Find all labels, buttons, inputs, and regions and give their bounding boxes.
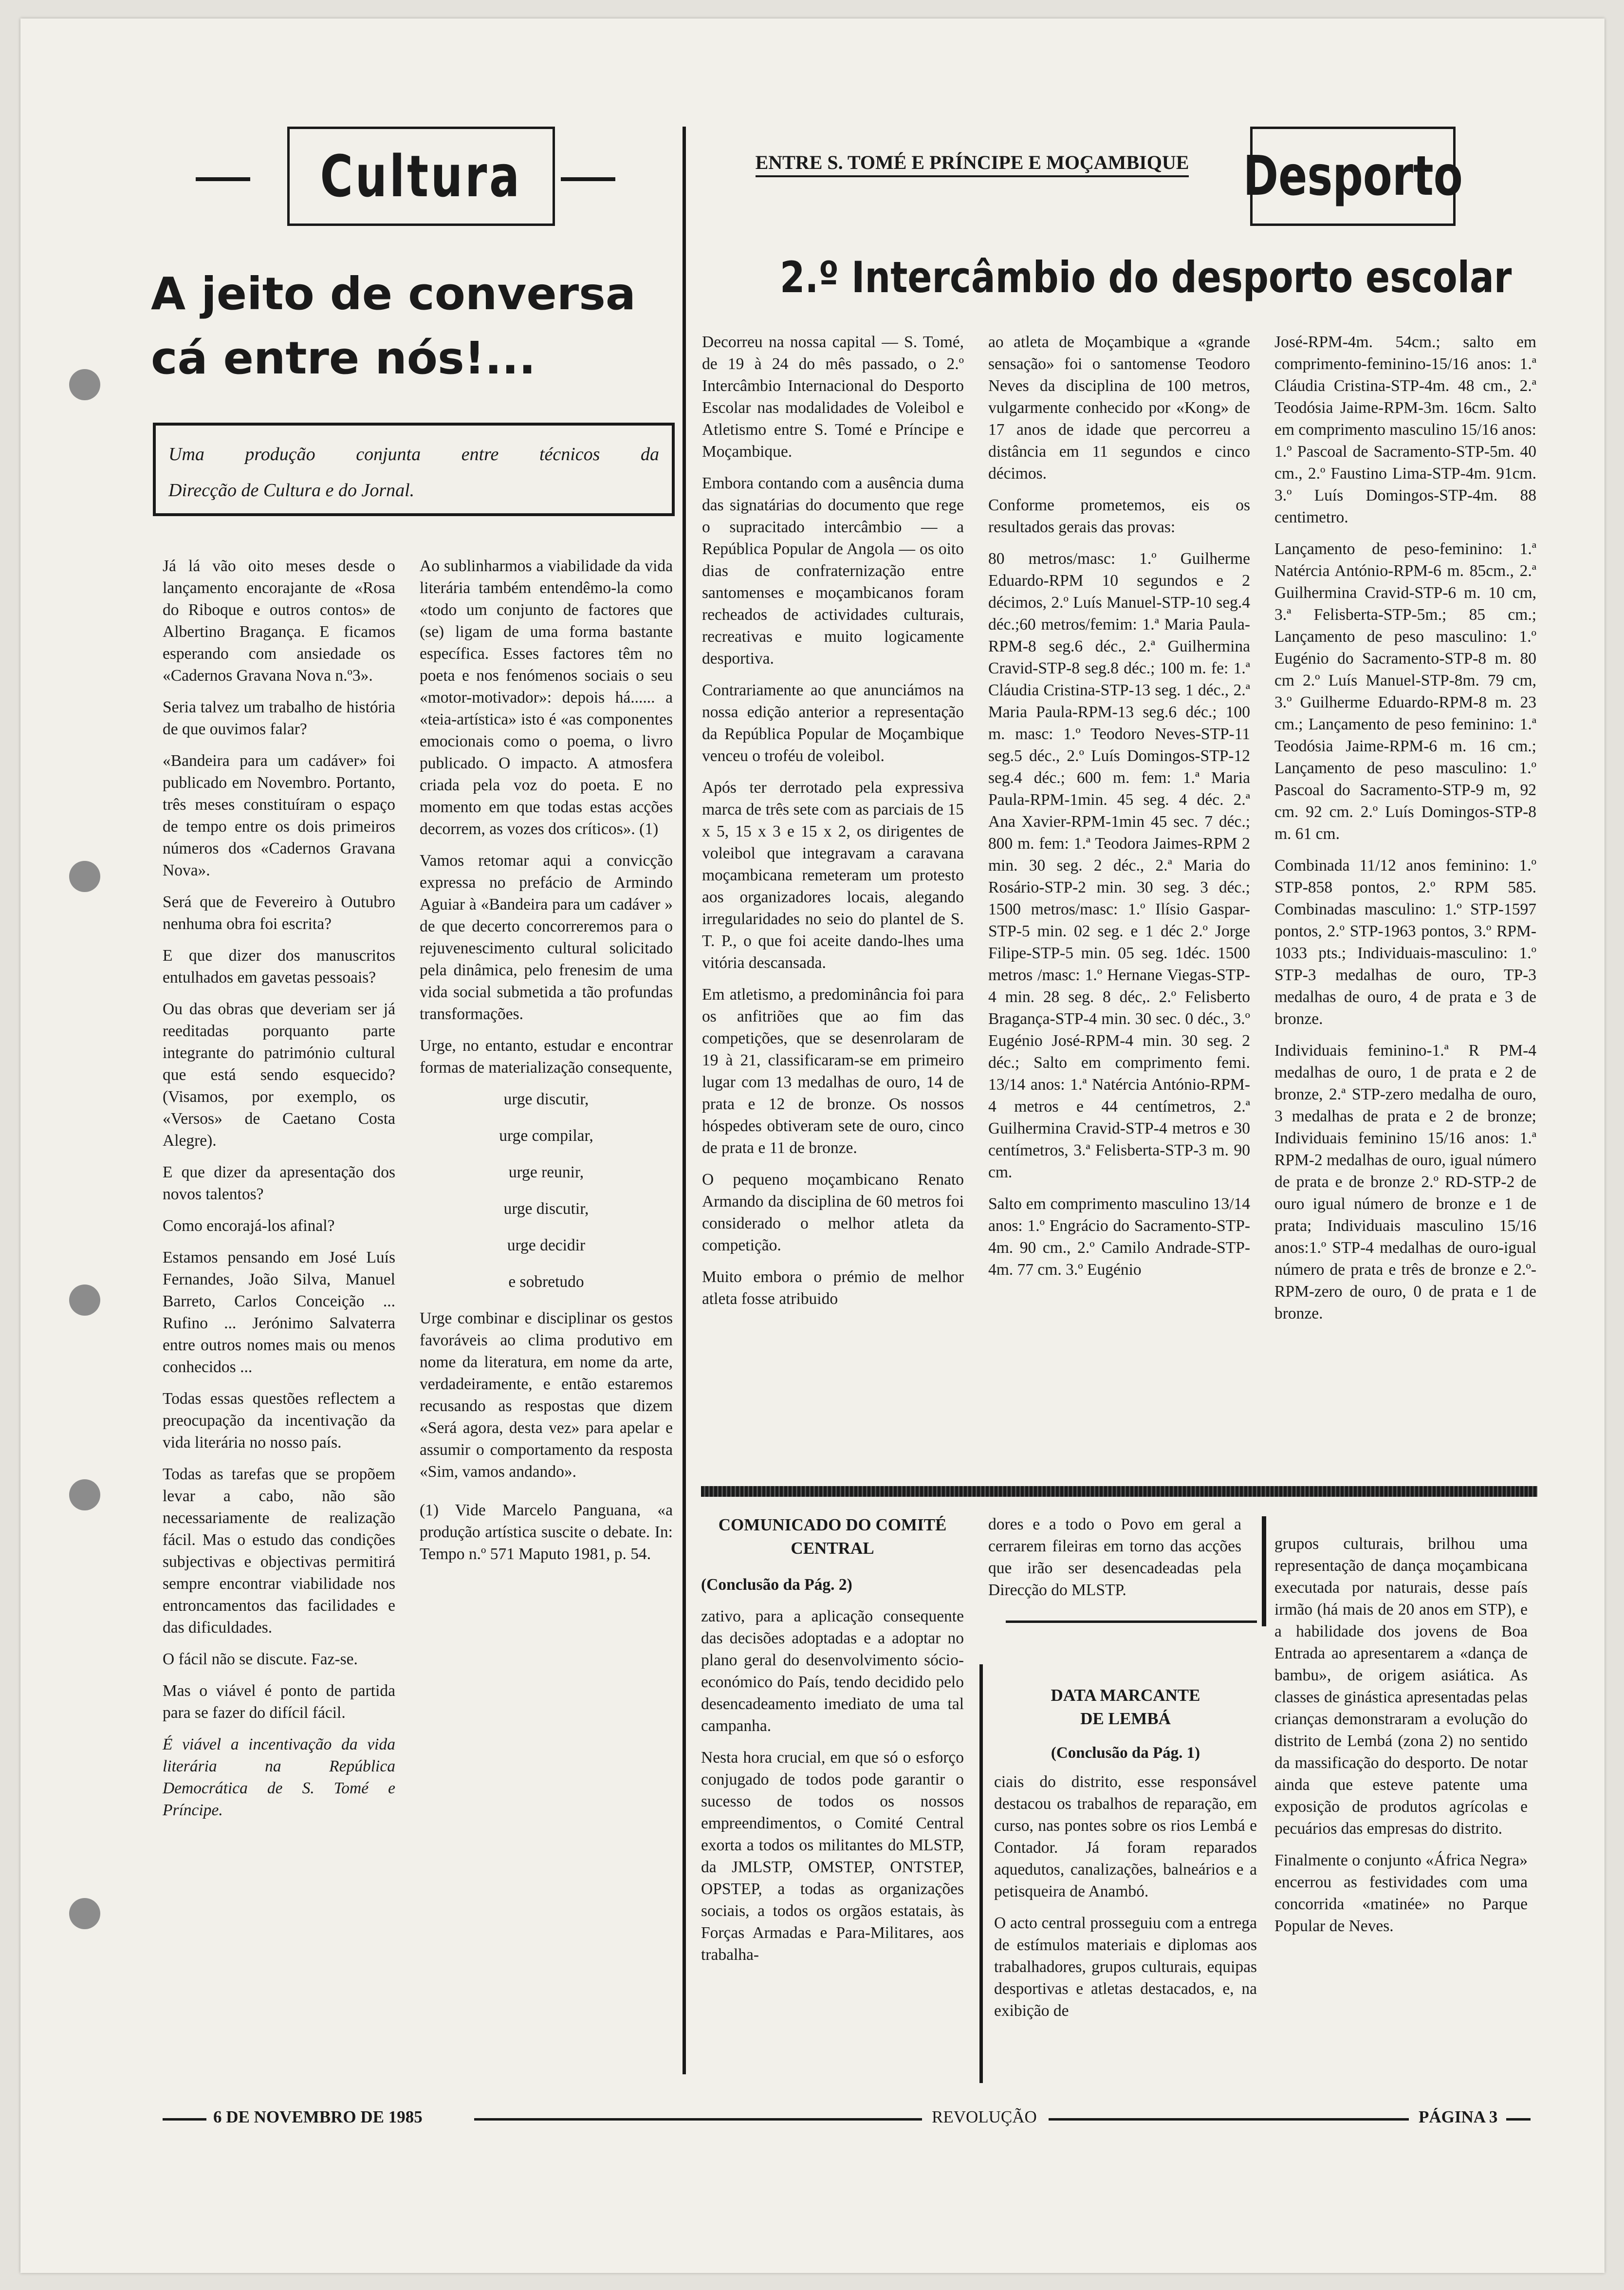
culture-footnote: (1) Vide Marcelo Panguana, «a produção artística suscite o debate. In: Tempo n.º 571 Maputo 1981, p. 54. [420,1501,673,1563]
lemba-paragraph: grupos culturais, brilhou uma representação de dança moçambicana executada por naturais, desse país irmão (há mais de 20 anos em STP), e a habilidade dos jovens de Boa Entrada ao apresentarem a «dança de bambu», de origem asiática. As classes de ginástica apresentadas pelas crianças demonstraram a evolução do distrito de Lembá (zona 2) no sentido da massificação do desporto. De notar ainda que esteve patente uma exposição de produtos agrícolas e pecuários das empresas do distrito. [1274,1535,1528,1838]
culture-headline: A jeito de conversa cá entre nós!... [151,268,636,384]
culture-paragraph: Mas o viável é ponto de partida para se fazer do difícil fácil. [163,1682,395,1722]
column-divider [683,127,686,2074]
urge-list-item: urge compilar, [499,1127,593,1145]
sport-results-paragraph: Conforme prometemos, eis os resultados gerais das provas: [988,496,1250,536]
sport-results-paragraph: Individuais feminino-1.ª R PM-4 medalhas de ouro, 1 de prata e 2 de bronze, 2.ª STP-zero medalha de ouro, 3 medalhas de prata e 2 de bronze; Individuais feminino 15/16 anos: 1.ª RPM-2 medalhas de ouro, igual número de prata e de bronze 2.º RD-STP-2 de ouro igual número de bronze e 1 de prata; Individuais masculino 15/16 anos:1.º STP-4 medalhas de ouro-igual número de prata e três de bronze e 2.º-RPM-zero de ouro, 0 de prata e 1 de bronze. [1274,1042,1536,1322]
sport-paragraph: Embora contando com a ausência duma das signatárias do documento que rege o supracitado intercâmbio — a República Popular de Angola — os oito dias de confraternização entre santomenses e moçambicanos foram recheados de actividades culturais, recreativas e muito logicamente desportiva. [702,474,964,668]
sport-results-paragraph: ao atleta de Moçambique a «grande sensação» foi o santomense Teodoro Neves da disciplina de 100 metros, vulgarmente conhecido por «Kong» de 17 anos de idade que percorreu a distância em 11 segundos e cinco décimos. [988,333,1250,483]
urge-list-item: urge discutir, [503,1200,589,1218]
binder-hole [69,861,100,892]
comunicado-article: COMUNICADO DO COMITÉ CENTRAL (Conclusão da Pág. 2) zativo, para a aplicação consequente das decisões adoptadas e a adoptar no plano geral do desenvolvimento sócio-económico do País, tendo decidido pelo desencadeamento imediato de uma tal campanha. Nesta hora crucial, em que só o esforço conjugado de todos pode garantir o sucesso de todos os nossos empreendimentos, o Comité Central exorta a todos os militantes do MLSTP, da JMLSTP, OMSTEP, ONTSTEP, OPSTEP, a todas as organizações sociais, a todos os orgãos estatais, às Forças Armadas e Para-Militares, aos trabalha- [701,1513,964,1975]
lemba-paragraph: O acto central prosseguiu com a entrega de estímulos materiais e diplomas aos trabalhadores, grupos culturais, equipas desportivas e atletas destacados, e, na exibição de [994,1914,1257,2020]
sport-paragraph: Após ter derrotado pela expressiva marca de três sete com as parciais de 15 x 5, 15 x 3 e 15 x 2, os dirigentes de voleibol que integravam a caravana moçambicana remeteram um protesto aos organizadores locais, alegando irregularidades no seio do plantel de S. T. P., o que foi aceite dando-lhes uma vitória descansada. [702,779,964,972]
sport-paragraph: Em atletismo, a predominância foi para os anfitriões que ao fim das competições, que se desenrolaram de 19 à 21, classificaram-se em primeiro lugar com 13 medalhas de ouro, 14 de prata e 12 de bronze. Os nossos hóspedes obtiveram sete de ouro, cinco de prata e 11 de bronze. [702,986,964,1157]
footer-date: 6 DE NOVEMBRO DE 1985 [213,2107,423,2126]
newspaper-page [20,19,1605,2273]
culture-paragraph: E que dizer dos manuscritos entulhados em gavetas pessoais? [163,947,395,987]
footer-page-number: PÁGINA 3 [1419,2107,1498,2126]
culture-paragraph: O fácil não se discute. Faz-se. [163,1650,358,1668]
sport-column-c [1274,331,1536,1334]
box-top-rule [1006,1620,1257,1623]
cultura-section-label: Cultura [287,127,555,226]
culture-column-1 [163,555,395,1831]
sport-paragraph: Decorreu na nossa capital — S. Tomé, de 19 à 24 do mês passado, o 2.º Intercâmbio Internacional do Desporto Escolar nas modalidades de Voleibol e Atletismo entre S. Tomé e Príncipe e Moçambique. [702,333,964,461]
binder-hole [69,369,100,400]
sport-results-paragraph: Lançamento de peso-feminino: 1.ª Natércia António-RPM-6 m. 85cm., 2.ª Guilhermina Cravid-STP-6 m. 10 cm, 3.ª Felisberta-STP-5m.; 85 cm.; Lançamento de peso masculino: 1.º Eugénio do Sacramento-STP-8 m. 80 cm 2.º Luís Manuel-STP-8m. 79 cm, 3.º Guilherme Eduardo-RPM-8 m. 23 cm.; Lançamento de peso feminino: 1.ª Teodósia Jaime-RPM-6 m. 16 cm.; Lançamento de peso masculino: 1.º Pascoal do Sacramento-STP-9 m, 92 cm. 92 cm. 2.º Luís Domingos-STP-8 m. 61 cm. [1274,540,1536,843]
sport-column-b [988,331,1250,1290]
sport-results-paragraph: Salto em comprimento masculino 13/14 anos: 1.º Engrácio do Sacramento-STP-4m. 90 cm., 2.º Camilo Andrade-STP-4m. 77 cm. 3.º Eugénio [988,1195,1250,1279]
culture-paragraph: E que dizer da apresentação dos novos talentos? [163,1163,395,1203]
culture-paragraph: «Bandeira para um cadáver» foi publicado em Novembro. Portanto, três meses constituíram o espaço de tempo entre os dois primeiros números dos «Cadernos Gravana Nova». [163,752,395,879]
culture-paragraph: Urge, no entanto, estudar e encontrar formas de materialização consequente, [420,1037,673,1077]
culture-paragraph: Ou das obras que deveriam ser já reeditadas porquanto parte integrante do património cultural que está sendo esquecido? (Visamos, por exemplo, os «Versos» de Caetano Costa Alegre). [163,1000,395,1150]
comunicado-paragraph: zativo, para a aplicação consequente das decisões adoptadas e a adoptar no plano geral do desenvolvimento sócio-económico do País, tendo decidido pelo desencadeamento imediato de uma tal campanha. [701,1607,964,1735]
culture-paragraph: Ao sublinharmos a viabilidade da vida literária também entendêmo-la como «todo um conjunto de factores que (se) ligam de uma forma bastante específica. Esses factores têm no poeta e nos fenómenos sociais o seu «motor-motivador»: depois há...... a «teia-artística» isto é «as componentes emocionais como o poema, o livro publicado. O impacto. A atmosfera criada pela voz do poeta. E no momento em que todas estas acções decorrem, as vozes dos críticos». (1) [420,557,673,838]
section-separator-bar [701,1486,1537,1497]
footer-paper-name: REVOLUÇÃO [932,2107,1037,2126]
culture-paragraph: Seria talvez um trabalho de história de que ouvimos falar? [163,698,395,738]
lemba-article: DATA MARCANTE DE LEMBÁ (Conclusão da Pág. 1) ciais do distrito, esse responsável destacou os trabalhos de reparação, em curso, nas pontes sobre os rios Lembá e Contador. Já foram reparados aquedutos, canalizações, balneários e a petisqueira de Anambó. O acto central prosseguiu com a entrega de estímulos materiais e diplomas aos trabalhadores, grupos culturais, equipas desportivas e atletas destacados, e, na exibição de [994,1684,1257,2031]
desporto-section-label: Desporto [1250,127,1456,226]
header-dash-left [196,177,250,181]
urge-list-item: e sobretudo [508,1273,584,1291]
culture-paragraph: Como encorajá-los afinal? [163,1217,335,1235]
comunicado-continuation: dores e a todo o Povo em geral a cerrarem fileiras em torno das acções que irão ser desencadeadas pela Direcção do MLSTP. [988,1515,1241,1599]
sport-paragraph: Contrariamente ao que anunciámos na nossa edição anterior a representação da República Popular de Moçambique venceu o troféu de voleibol. [702,681,964,765]
sport-results-paragraph: Combinada 11/12 anos feminino: 1.º STP-858 pontos, 2.º RPM 585. Combinadas masculino: 1.º STP-1597 pontos, 2.º STP-1963 pontos, 3.º RPM-1033 pts.; Individuais-masculino: 1.º STP-3 medalhas de ouro, TP-3 medalhas de ouro, 4 de prata e 3 de bronze. [1274,856,1536,1028]
sport-column-a [702,331,964,1320]
box-side-rule [1262,1516,1266,1626]
binder-hole [69,1285,100,1316]
sport-headline: 2.º Intercâmbio do desporto escolar [780,252,1512,302]
comunicado-paragraph: Nesta hora crucial, em que só o esforço conjugado de todos pode garantir o sucesso de todos os nossos empreendimentos, o Comité Central exorta a todos os militantes do MLSTP, da JMLSTP, OMSTEP, ONTSTEP, OPSTEP, a todas as organizações sociais, a todos os orgãos estatais, às Forças Armadas e Para-Militares, aos trabalha- [701,1749,964,1964]
lemba-paragraph: Finalmente o conjunto «África Negra» encerrou as festividades com uma concorrida «matinée» no Parque Popular de Neves. [1274,1851,1528,1935]
sport-paragraph: O pequeno moçambicano Renato Armando da disciplina de 60 metros foi considerado o melhor atleta da competição. [702,1171,964,1254]
culture-paragraph: Vamos retomar aqui a convicção expressa no prefácio de Armindo Aguiar à «Bandeira para um cadáver » de que decerto concorreremos para o rejuvenescimento cultural solicitado pela dinâmica, pelo frenesim de uma vida social submetida a tão profundas transformações. [420,852,673,1023]
culture-paragraph: Urge combinar e disciplinar os gestos favoráveis ao clima produtivo em nome da literatura, em nome da arte, verdadeiramente, e então estaremos recusando as respostas que dizem «Será agora, desta vez» para apelar e assumir o comportamento da resposta «Sim, vamos andando». [420,1309,673,1481]
credit-box: Uma produção conjunta entre técnicos da Direcção de Cultura e do Jornal. [153,423,675,516]
page-footer [163,2107,1531,2132]
center-kicker: ENTRE S. TOMÉ E PRÍNCIPE E MOÇAMBIQUE [712,151,1233,174]
sport-results-paragraph: 80 metros/masc: 1.º Guilherme Eduardo-RPM 10 segundos e 2 décimos, 2.º Luís Manuel-STP-10 seg.4 déc.;60 metros/femim: 1.ª Maria Paula-RPM-8 seg.6 déc., 2.ª Guilhermina Cravid-STP-8 seg.8 déc.; 100 m. fe: 1.ª Cláudia Cristina-STP-13 seg. 1 déc., 2.ª Maria Paula-RPM-13 seg.6 déc.; 100 m. masc: 1.º Teodoro Neves-STP-11 seg.5 déc., 2.º Luís Domingos-STP-12 seg.4 déc.; 600 m. fem: 1.ª Maria Paula-RPM-1min. 45 seg. 4 déc. 2.ª Ana Xavier-RPM-1min 45 sec. 7 déc.; 800 m. fem: 1.ª Teodora Jaimes-RPM 2 min. 30 seg. 2 déc., 2.ª Maria do Rosário-STP-2 min. 30 seg. 3 déc.; 1500 metros/masc: 1.º Ilísio Gaspar-STP-5 min. 02 seg. e 1 déc 2.º Jorge Filipe-STP-5 min. 05 seg. 1déc. 1500 metros /masc: 1.º Hernane Viegas-STP-4 min. 28 seg. 8 déc,. 2.º Felisberto Bragança-STP-4 min. 30 sec. 0 déc., 3.º Eugénio José-RPM-4 min. 30 seg. 2 déc.; Salto em comprimento femi. 13/14 anos: 1.ª Natércia António-RPM-4 metros e 44 centímetros, 2.ª Guilhermina Cravid-STP-4 metros e 30 centímetros, 3.ª Felisberta-STP-3 m. 90 cm. [988,550,1250,1181]
sport-results-paragraph: José-RPM-4m. 54cm.; salto em comprimento-feminino-15/16 anos: 1.ª Cláudia Cristina-STP-4m. 48 cm., 2.ª Teodósia Jaime-RPM-3m. 16cm. Salto em comprimento masculino 15/16 anos: 1.º Pascoal de Sacramento-STP-5m. 40 cm., 2.º Faustino Lima-STP-4m. 91cm. 3.º Luís Domingos-STP-4m. 88 centimetro. [1274,333,1536,526]
binder-hole [69,1479,100,1510]
lemba-left-rule [979,1664,983,2083]
urge-list-item: urge discutir, [503,1090,589,1108]
binder-hole [69,1898,100,1929]
culture-paragraph: Todas essas questões reflectem a preocupação da incentivação da vida literária no nosso país. [163,1390,395,1452]
lemba-continuation [1274,1533,1528,1947]
culture-paragraph: Estamos pensando em José Luís Fernandes, João Silva, Manuel Barreto, Carlos Conceição ... Rufino ... Jerónimo Salvaterra entre outros nomes mais ou menos conhecidos ... [163,1248,395,1376]
culture-paragraph: Já lá vão oito meses desde o lançamento encorajante de «Rosa do Riboque e outros contos» de Albertino Bragança. E ficamos esperando com ansiedade os «Cadernos Gravana Nova n.º3». [163,557,395,685]
urge-list-item: urge reunir, [508,1163,584,1181]
lemba-paragraph: ciais do distrito, esse responsável destacou os trabalhos de reparação, em curso, nas pontes sobre os rios Lembá e Contador. Já foram reparados aquedutos, canalizações, balneários e a petisqueira de Anambó. [994,1773,1257,1900]
urge-list-item: urge decidir [507,1236,586,1254]
culture-column-2 [420,555,673,1575]
header-dash-right [561,177,615,181]
sport-paragraph: Muito embora o prémio de melhor atleta fosse atribuido [702,1268,964,1308]
culture-paragraph: Será que de Fevereiro à Outubro nenhuma obra foi escrita? [163,893,395,933]
culture-paragraph: Todas as tarefas que se propõem levar a cabo, não são necessariamente de realização fácil. Mas o estudo das condições subjectivas e objectivas permitirá sempre encontrar viabilidade nos entroncamentos das facilidades e das dificuldades. [163,1465,395,1637]
culture-closing-line: É viável a incentivação da vida literária na República Democrática de S. Tomé e Príncipe. [163,1735,395,1819]
